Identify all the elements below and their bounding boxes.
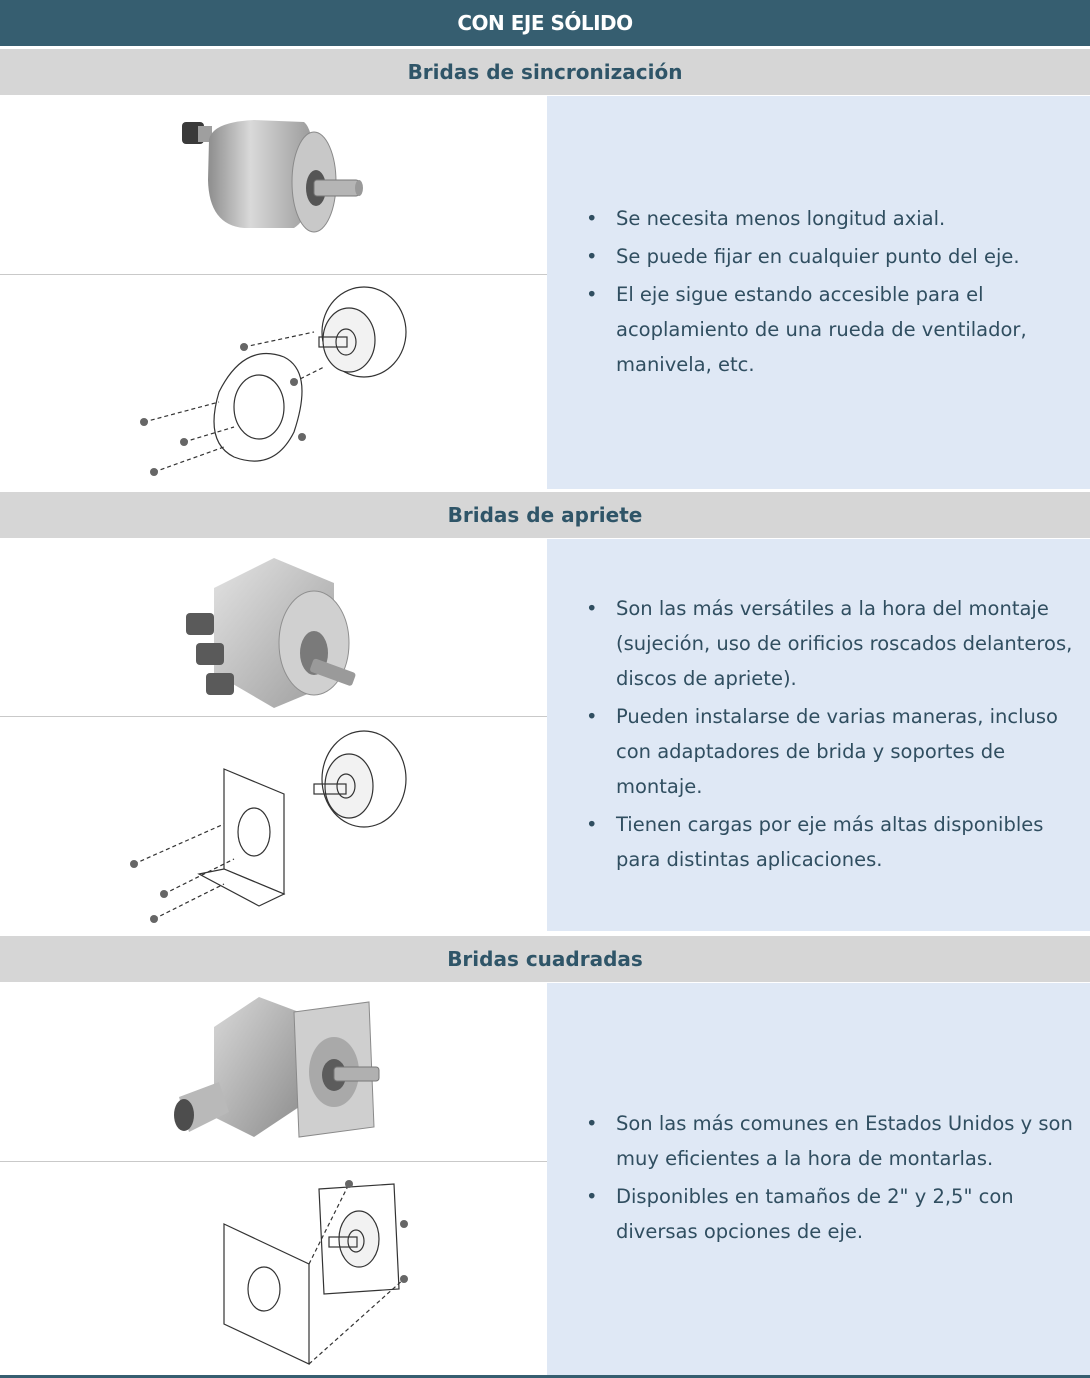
text-panel-square xyxy=(547,983,1090,1375)
bullet-list xyxy=(547,201,1090,385)
bullet-item: • Son las más comunes en Estados Unidos y son muy eficientes a la hora de montarlas. xyxy=(616,1106,1090,1176)
encoder-photo-square-flange-icon xyxy=(0,983,547,1161)
bullet-item: • Se necesita menos longitud axial. xyxy=(616,201,1090,236)
text-panel-clamp xyxy=(547,539,1090,931)
bullet-item: • Pueden instalarse de varias maneras, incluso con adaptadores de brida y soportes de montaje. xyxy=(616,699,1090,804)
section-heading-clamp: Bridas de apriete xyxy=(0,492,1090,538)
exploded-drawing-square-flange-plate-icon xyxy=(0,1162,547,1375)
text-panel-sync xyxy=(547,96,1090,489)
bullet-item: • Disponibles en tamaños de 2" y 2,5" con diversas opciones de eje. xyxy=(616,1179,1090,1249)
bullet-item: • Son las más versátiles a la hora del montaje (sujeción, uso de orificios roscados delanteros, discos de apriete). xyxy=(616,591,1090,696)
section-heading-square: Bridas cuadradas xyxy=(0,936,1090,982)
section-heading-sync: Bridas de sincronización xyxy=(0,49,1090,95)
bullet-item: • El eje sigue estando accesible para el acoplamiento de una rueda de ventilador, manivela, etc. xyxy=(616,277,1090,382)
bullet-item: • Tienen cargas por eje más altas disponibles para distintas aplicaciones. xyxy=(616,807,1090,877)
bullet-list xyxy=(547,591,1090,880)
encoder-photo-sync-flange-icon xyxy=(0,96,547,274)
page-title: CON EJE SÓLIDO xyxy=(0,0,1090,46)
bullet-list xyxy=(547,1106,1090,1252)
exploded-drawing-clamp-flange-bracket-icon xyxy=(0,717,547,931)
encoder-photo-clamp-flange-icon xyxy=(0,539,547,716)
bullet-item: • Se puede fijar en cualquier punto del eje. xyxy=(616,239,1090,274)
exploded-drawing-sync-flange-icon xyxy=(0,275,547,489)
